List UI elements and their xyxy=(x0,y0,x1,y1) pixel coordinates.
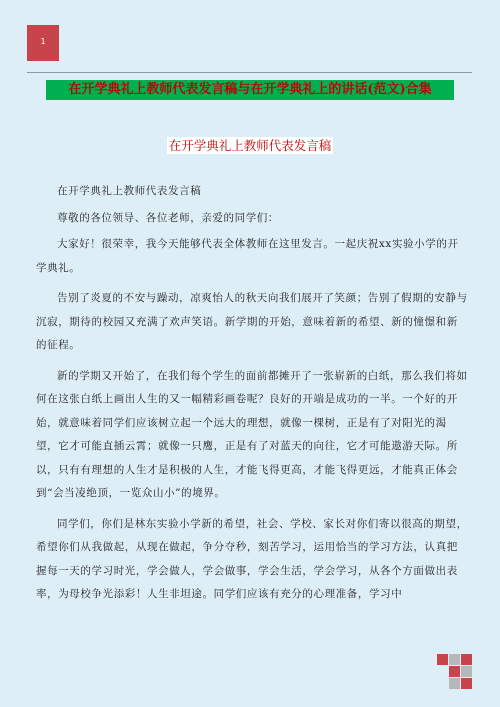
paragraph: 告别了炎夏的不安与躁动，凉爽怡人的秋天向我们展开了笑颜；告别了假期的安静与沉寂，期待的校园又充满了欢声笑语。新学期的开始，意味着新的希望、新的憧憬和新的征程。 xyxy=(36,292,468,351)
deco-square xyxy=(461,654,472,665)
document-body xyxy=(36,180,468,614)
paragraph: 尊敬的各位领导、各位老师，亲爱的同学们： xyxy=(57,211,279,224)
paragraph: 新的学期又开始了，在我们每个学生的面前都摊开了一张崭新的白纸，那么我们将如何在这张白纸上画出人生的又一幅精彩画卷呢？良好的开端是成功的一半。一个好的开始，就意味着同学们应该树立起一个远大的理想，就像一棵树，正是有了对阳光的渴望，它才可能直插云霄；就像一只鹰，正是有了对蓝天的向往，它才可能遨游天际。所以，只有有理想的人生才是积极的人生，才能飞得更高，才能飞得更远，才能真正体会到“会当凌绝顶，一览众山小”的境界。 xyxy=(36,369,468,499)
paragraph: 同学们，你们是林东实验小学新的希望，社会、学校、家长对你们寄以很高的期望，希望你们从我做起，从现在做起，争分夺秒，刻苦学习，运用恰当的学习方法，认真把握每一天的学习时光，学会做人，学会做事，学会生活，学会学习，从各个方面做出表率，为母校争光添彩！人生非坦途。同学们应该有充分的心理准备，学习中 xyxy=(36,517,468,600)
deco-square xyxy=(449,678,460,689)
corner-decoration xyxy=(437,654,472,689)
section-title-wrapper xyxy=(0,135,500,154)
deco-square xyxy=(449,654,460,665)
deco-square xyxy=(461,678,472,689)
document-title: 在开学典礼上教师代表发言稿与在开学典礼上的讲话(范文)合集 xyxy=(46,80,454,100)
paragraph: 大家好！很荣幸，我今天能够代表全体教师在这里发言。一起庆祝xx实验小学的开学典礼。 xyxy=(36,238,459,274)
page-number-badge xyxy=(27,25,59,61)
section-title: 在开学典礼上教师代表发言稿 xyxy=(168,138,332,153)
deco-square xyxy=(437,654,448,665)
paragraph: 在开学典礼上教师代表发言稿 xyxy=(57,185,202,197)
header-divider xyxy=(27,72,472,73)
deco-square xyxy=(449,666,460,677)
deco-square xyxy=(461,666,472,677)
page-number: 1 xyxy=(40,37,46,46)
